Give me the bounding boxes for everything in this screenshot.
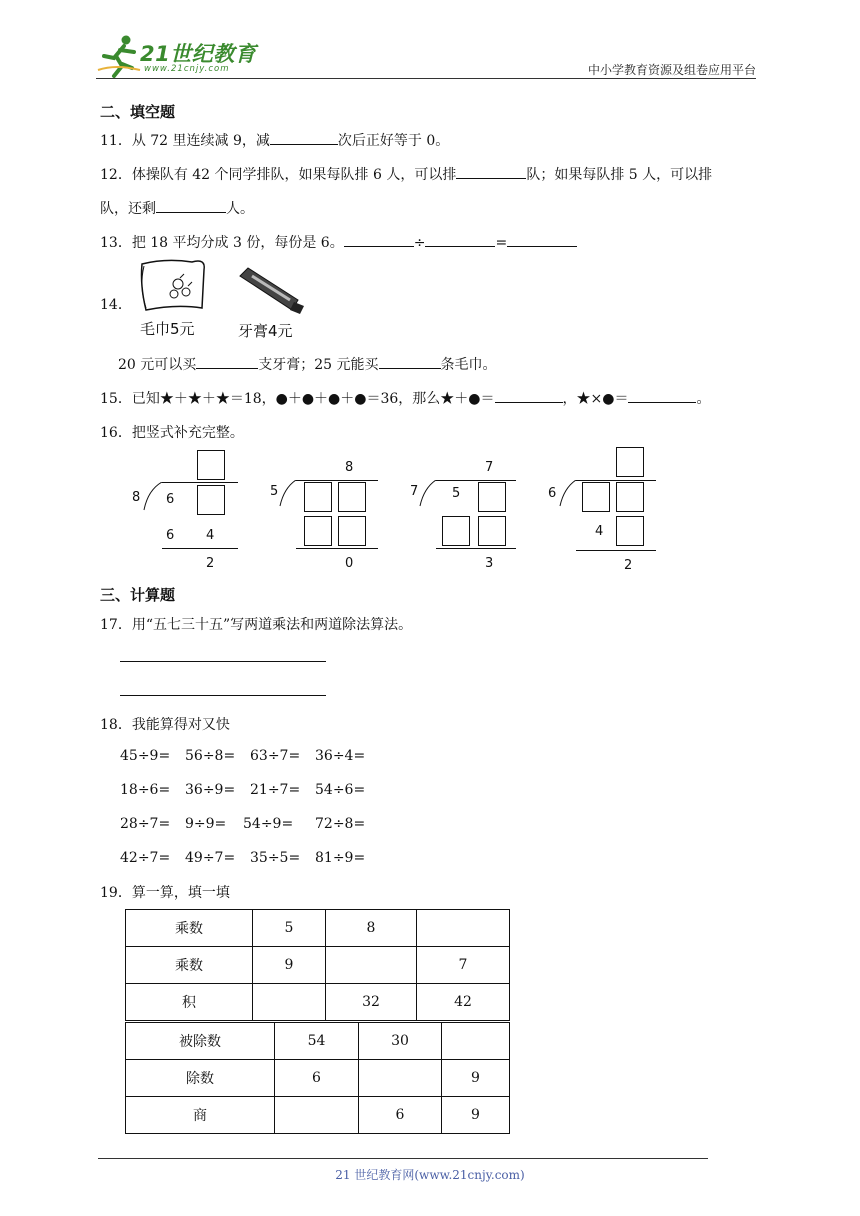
q11-text-end: 次后正好等于 0。	[337, 133, 450, 149]
q13-blank-3[interactable]	[507, 232, 577, 247]
table-cell: 6	[359, 1097, 442, 1134]
d1-product-2: 4	[206, 528, 215, 543]
d3-quotient: 7	[485, 460, 494, 475]
table-header-cell: 乘数	[126, 910, 253, 947]
calc-item: 42÷7=	[120, 850, 171, 866]
calc-item: 54÷9=	[243, 816, 294, 832]
q11-blank[interactable]	[270, 130, 338, 145]
d3-bracket	[418, 480, 438, 510]
question-15	[100, 388, 710, 408]
q15-blank-1[interactable]	[495, 388, 563, 403]
table-cell-blank[interactable]	[359, 1060, 442, 1097]
q15-text-2: ，★×●＝	[562, 391, 629, 407]
calc-item: 36÷4=	[315, 748, 366, 764]
d3-dividend: 5	[452, 486, 461, 501]
q19-table-division	[125, 1022, 510, 1134]
d4-sub-line	[576, 550, 656, 551]
d1-quotient-box[interactable]	[197, 450, 225, 480]
towel-icon	[136, 256, 210, 318]
q14-blank-1[interactable]	[196, 354, 258, 369]
footer-divider	[98, 1158, 708, 1159]
d4-dividend-box-2[interactable]	[616, 482, 644, 512]
calc-item: 28÷7=	[120, 816, 171, 832]
calc-item: 9÷9=	[185, 816, 227, 832]
table-cell-blank[interactable]	[417, 910, 510, 947]
table-header-cell: 乘数	[126, 947, 253, 984]
d2-divisor: 5	[270, 484, 279, 499]
d3-remainder: 3	[485, 556, 494, 571]
q14-text-3: 条毛巾。	[440, 357, 497, 373]
d1-product-1: 6	[166, 528, 175, 543]
d2-product-box-2[interactable]	[338, 516, 366, 546]
table-cell: 5	[253, 910, 326, 947]
d4-product-box[interactable]	[616, 516, 644, 546]
table-row	[126, 910, 510, 947]
d1-bracket	[142, 482, 164, 512]
table-row	[126, 984, 510, 1021]
q15-text-3: 。	[696, 391, 711, 407]
q12-blank-1[interactable]	[456, 164, 526, 179]
q13-div-sign: ÷	[413, 235, 426, 251]
calc-item: 45÷9=	[120, 748, 171, 764]
d4-bracket	[558, 480, 578, 510]
d4-remainder: 2	[624, 558, 633, 573]
d3-product-box-2[interactable]	[478, 516, 506, 546]
q12-blank-2[interactable]	[156, 198, 226, 213]
logo-url: www.21cnjy.com	[144, 64, 230, 74]
d2-sub-line	[296, 548, 378, 549]
table-cell: 7	[417, 947, 510, 984]
q12-text: 12．体操队有 42 个同学排队，如果每队排 6 人，可以排	[100, 167, 457, 183]
d3-sub-line	[436, 548, 516, 549]
footer-text: 21 世纪教育网(www.21cnjy.com)	[335, 1168, 525, 1182]
table-cell: 30	[359, 1023, 442, 1060]
d2-bracket	[278, 480, 298, 510]
q13-blank-2[interactable]	[425, 232, 495, 247]
q12-text-2: 队；如果每队排 5 人，可以排	[526, 167, 713, 183]
q17-answer-line-2[interactable]	[120, 695, 326, 696]
d1-dividend: 6	[166, 492, 175, 507]
d4-divisor: 6	[548, 486, 557, 501]
calc-item: 21÷7=	[250, 782, 301, 798]
table-row	[126, 947, 510, 984]
table-header-cell: 除数	[126, 1060, 275, 1097]
towel-label: 毛巾5元	[140, 320, 195, 338]
q14-text-2: 支牙膏；25 元能买	[258, 357, 379, 373]
q11-text: 11．从 72 里连续减 9，减	[100, 133, 270, 149]
d2-product-box-1[interactable]	[304, 516, 332, 546]
question-13	[100, 232, 577, 252]
toothpaste-label: 牙膏4元	[238, 322, 293, 340]
calc-item: 54÷6=	[315, 782, 366, 798]
d4-bar	[576, 480, 656, 481]
table-cell: 32	[326, 984, 417, 1021]
question-12-cont	[100, 198, 254, 218]
d1-divisor: 8	[132, 490, 141, 505]
d1-bar	[162, 482, 238, 483]
table-cell-blank[interactable]	[442, 1023, 510, 1060]
table-header-cell: 商	[126, 1097, 275, 1134]
d4-quotient-box[interactable]	[616, 447, 644, 477]
d3-product-box-1[interactable]	[442, 516, 470, 546]
d2-quotient: 8	[345, 460, 354, 475]
d1-sub-line	[162, 548, 238, 549]
calc-item: 81÷9=	[315, 850, 366, 866]
table-row	[126, 1023, 510, 1060]
table-cell: 42	[417, 984, 510, 1021]
q14-number: 14．	[100, 297, 132, 313]
q19-table	[125, 909, 510, 1021]
calc-item: 35÷5=	[250, 850, 301, 866]
calc-item: 63÷7=	[250, 748, 301, 764]
question-11	[100, 130, 449, 150]
calc-item: 18÷6=	[120, 782, 171, 798]
table-row	[126, 1097, 510, 1134]
calc-item: 49÷7=	[185, 850, 236, 866]
table-cell: 9	[442, 1097, 510, 1134]
q12-text-4: 人。	[226, 201, 254, 217]
d1-remainder: 2	[206, 556, 215, 571]
table-cell: 54	[275, 1023, 359, 1060]
table-header-cell: 被除数	[126, 1023, 275, 1060]
calc-item: 72÷8=	[315, 816, 366, 832]
q17-answer-line-1[interactable]	[120, 661, 326, 662]
d2-bar	[296, 480, 378, 481]
d2-remainder: 0	[345, 556, 354, 571]
table-cell-blank[interactable]	[326, 947, 417, 984]
d2-dividend-box-2[interactable]	[338, 482, 366, 512]
table-row	[126, 1060, 510, 1097]
question-16: 16．把竖式补充完整。	[100, 425, 244, 441]
question-12	[100, 164, 712, 184]
header-divider	[96, 78, 756, 79]
q15-text: 15．已知★＋★＋★＝18，●＋●＋●＋●＝36，那么★＋●＝	[100, 391, 495, 407]
header-platform: 中小学教育资源及组卷应用平台	[587, 63, 756, 77]
calc-item: 36÷9=	[185, 782, 236, 798]
question-19: 19．算一算，填一填	[100, 885, 230, 901]
question-17: 17．用“五七三十五”写两道乘法和两道除法算法。	[100, 617, 413, 633]
table-cell-blank[interactable]	[275, 1097, 359, 1134]
table-cell-blank[interactable]	[253, 984, 326, 1021]
q14-text: 20 元可以买	[118, 357, 197, 373]
table-cell: 9	[253, 947, 326, 984]
d2-dividend-box-1[interactable]	[304, 482, 332, 512]
q13-blank-1[interactable]	[344, 232, 414, 247]
q13-eq-sign: =	[495, 235, 508, 251]
d1-dividend-box[interactable]	[197, 485, 225, 515]
q14-blank-2[interactable]	[379, 354, 441, 369]
q15-blank-2[interactable]	[628, 388, 696, 403]
logo-runner-icon	[96, 34, 144, 78]
d3-bar	[436, 480, 516, 481]
table-cell: 8	[326, 910, 417, 947]
q13-text: 13．把 18 平均分成 3 份，每份是 6。	[100, 235, 344, 251]
question-18: 18．我能算得对又快	[100, 717, 230, 733]
d4-dividend-box-1[interactable]	[582, 482, 610, 512]
question-14	[118, 354, 497, 374]
table-cell: 6	[275, 1060, 359, 1097]
logo-text: 21世纪教育	[140, 42, 257, 66]
section-title-fill: 二、填空题	[100, 103, 176, 121]
calc-item: 56÷8=	[185, 748, 236, 764]
table-header-cell: 积	[126, 984, 253, 1021]
d3-dividend-box[interactable]	[478, 482, 506, 512]
section-title-calc: 三、计算题	[100, 586, 176, 604]
table-cell: 9	[442, 1060, 510, 1097]
d3-divisor: 7	[410, 484, 419, 499]
toothpaste-icon	[236, 262, 308, 316]
q12-text-3: 队，还剩	[100, 201, 156, 217]
d4-product-digit: 4	[595, 524, 604, 539]
